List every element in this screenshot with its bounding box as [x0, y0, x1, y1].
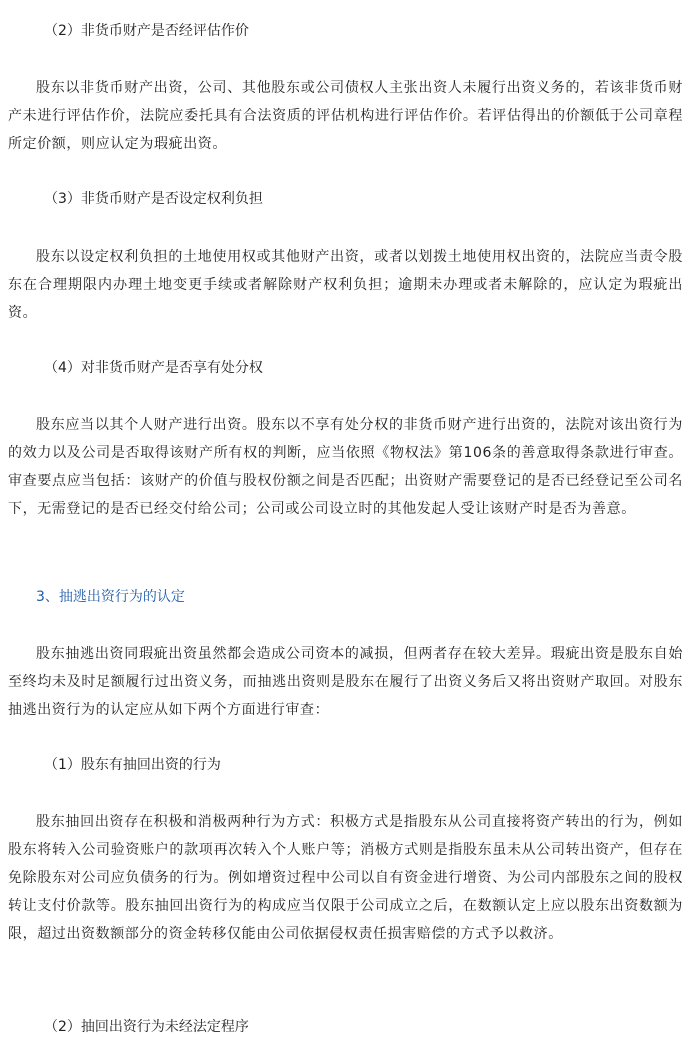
section-heading-capital-withdrawal: 3、抽逃出资行为的认定: [36, 589, 185, 605]
paragraph-encumbrance: 股东以设定权利负担的土地使用权或其他财产出资，或者以划拨土地使用权出资的，法院应当责令股东在合理期限内办理土地变更手续或者解除财产权利负担；逾期未办理或者未解除的，应认定为瑕疵出资。: [8, 249, 683, 321]
subheading-withdrawal-act: （1）股东有抽回出资的行为: [44, 757, 221, 773]
subheading-withdrawal-procedure: （2）抽回出资行为未经法定程序: [44, 1019, 249, 1035]
subheading-non-monetary-valuation: （2）非货币财产是否经评估作价: [44, 23, 249, 39]
paragraph-capital-withdrawal-intro: 股东抽逃出资同瑕疵出资虽然都会造成公司资本的减损，但两者存在较大差异。瑕疵出资是股东自始至终均未及时足额履行过出资义务，而抽逃出资则是股东在履行了出资义务后又将出资财产取回。对股东抽逃出资行为的认定应从如下两个方面进行审查：: [8, 646, 683, 718]
paragraph-disposal-right: 股东应当以其个人财产进行出资。股东以不享有处分权的非货币财产进行出资的，法院对该出资行为的效力以及公司是否取得该财产所有权的判断，应当依照《物权法》第106条的善意取得条款进行审查。审查要点应当包括：该财产的价值与股权份额之间是否匹配；出资财产需要登记的是否已经登记至公司名下，无需登记的是否已经交付给公司；公司或公司设立时的其他发起人受让该财产时是否为善意。: [8, 417, 683, 517]
paragraph-valuation: 股东以非货币财产出资，公司、其他股东或公司债权人主张出资人未履行出资义务的，若该非货币财产未进行评估作价，法院应委托具有合法资质的评估机构进行评估作价。若评估得出的价额低于公司章程所定价额，则应认定为瑕疵出资。: [8, 80, 683, 152]
subheading-disposal-right: （4）对非货币财产是否享有处分权: [44, 360, 263, 376]
subheading-rights-encumbrance: （3）非货币财产是否设定权利负担: [44, 191, 263, 207]
paragraph-withdrawal-act: 股东抽回出资存在积极和消极两种行为方式：积极方式是指股东从公司直接将资产转出的行为，例如股东将转入公司验资账户的款项再次转入个人账户等；消极方式则是指股东虽未从公司转出资产，但存在免除股东对公司应负债务的行为。例如增资过程中公司以自有资金进行增资、为公司内部股东之间的股权转让支付价款等。股东抽回出资行为的构成应当仅限于公司成立之后，在数额认定上应以股东出资数额为限，超过出资数额部分的资金转移仅能由公司依据侵权责任损害赔偿的方式予以救济。: [8, 814, 683, 942]
